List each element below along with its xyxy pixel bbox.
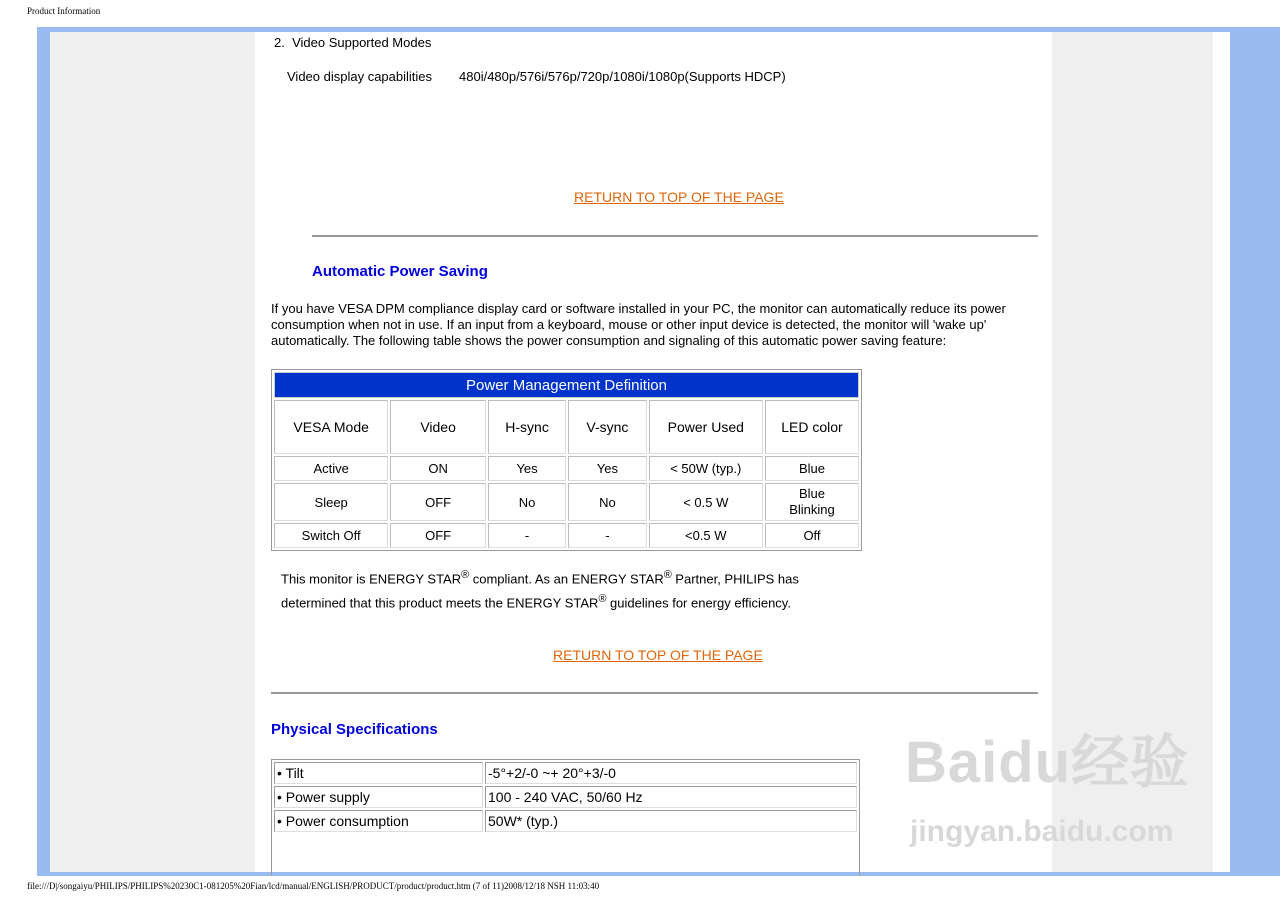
cell: Active <box>274 456 388 481</box>
cell: • Power consumption <box>274 810 483 832</box>
cell: Yes <box>488 456 566 481</box>
table-row <box>274 810 857 832</box>
return-to-top-link[interactable]: RETURN TO TOP OF THE PAGE <box>553 647 763 663</box>
energy-star-text <box>281 565 841 614</box>
baidu-watermark-url: jingyan.baidu.com <box>910 815 1174 848</box>
right-gutter <box>1213 32 1230 872</box>
table-row <box>274 483 859 521</box>
phys-title: Physical Specifications <box>271 721 438 738</box>
power-management-table <box>271 369 862 551</box>
cell: Sleep <box>274 483 388 521</box>
page-header: Product Information <box>27 6 101 16</box>
cell: Blue Blinking <box>765 483 859 521</box>
cell: - <box>488 523 566 548</box>
reg-mark: ® <box>663 569 672 581</box>
video-heading <box>274 35 431 50</box>
aps-intro: If you have VESA DPM compliance display card or software installed in your PC, the monitor can automatically reduce its power consumption when not in use. If an input from a keyboard, mouse or other input device is detected, the monitor will 'wake up' automatically. The following table shows the power consumption and signaling of this automatic power saving feature: <box>271 301 1006 348</box>
baidu-watermark: Baidu经验 <box>905 730 1190 795</box>
cell: • Tilt <box>274 762 483 784</box>
table-row <box>274 786 857 808</box>
table-caption: Power Management Definition <box>274 372 859 398</box>
cell: Yes <box>568 456 646 481</box>
table-row <box>274 456 859 481</box>
cell: < 0.5 W <box>649 483 763 521</box>
cell: • Power supply <box>274 786 483 808</box>
divider <box>312 235 1038 237</box>
left-panel <box>50 32 255 872</box>
cell: No <box>488 483 566 521</box>
text: compliant. As an ENERGY STAR <box>469 571 664 587</box>
cell: -5°+2/-0 ~+ 20°+3/-0 <box>485 762 857 784</box>
header-cell: VESA Mode <box>274 400 388 454</box>
empty-cell <box>274 834 857 874</box>
heading-number: 2. <box>274 35 285 50</box>
header-cell: V-sync <box>568 400 646 454</box>
cell: 50W* (typ.) <box>485 810 857 832</box>
physical-specs-table <box>271 759 860 876</box>
header-cell: H-sync <box>488 400 566 454</box>
header-cell: Video <box>390 400 486 454</box>
table-row <box>274 523 859 548</box>
cell: Blue <box>765 456 859 481</box>
header-cell: Power Used <box>649 400 763 454</box>
reg-mark: ® <box>598 593 607 606</box>
cell: No <box>568 483 646 521</box>
cell: OFF <box>390 523 486 548</box>
cell: - <box>568 523 646 548</box>
cell: <0.5 W <box>649 523 763 548</box>
text: This monitor is ENERGY STAR <box>281 571 462 587</box>
cell: 100 - 240 VAC, 50/60 Hz <box>485 786 857 808</box>
cell: < 50W (typ.) <box>649 456 763 481</box>
cell: OFF <box>390 483 486 521</box>
aps-title: Automatic Power Saving <box>312 263 488 280</box>
page-footer: file:///D|/songaiyu/PHILIPS/PHILIPS%20230C1-081205%20Fian/lcd/manual/ENGLISH/PRODUCT/product/product.htm (7 of 11)2008/12/18 NSH 11:03:40 <box>27 881 600 891</box>
divider <box>271 692 1038 694</box>
reg-mark: ® <box>461 569 470 581</box>
return-to-top-link[interactable]: RETURN TO TOP OF THE PAGE <box>574 189 784 205</box>
cell: Off <box>765 523 859 548</box>
video-label: Video display capabilities <box>287 69 433 84</box>
text: guidelines for energy efficiency. <box>606 595 791 611</box>
table-row <box>274 762 857 784</box>
text: Partner, PHILIPS has determined that this product meets the ENERGY STAR <box>281 571 799 611</box>
cell: ON <box>390 456 486 481</box>
video-value: 480i/480p/576i/576p/720p/1080i/1080p(Supports HDCP) <box>459 69 786 84</box>
cell: Switch Off <box>274 523 388 548</box>
heading-text: Video Supported Modes <box>292 35 432 50</box>
header-cell: LED color <box>765 400 859 454</box>
